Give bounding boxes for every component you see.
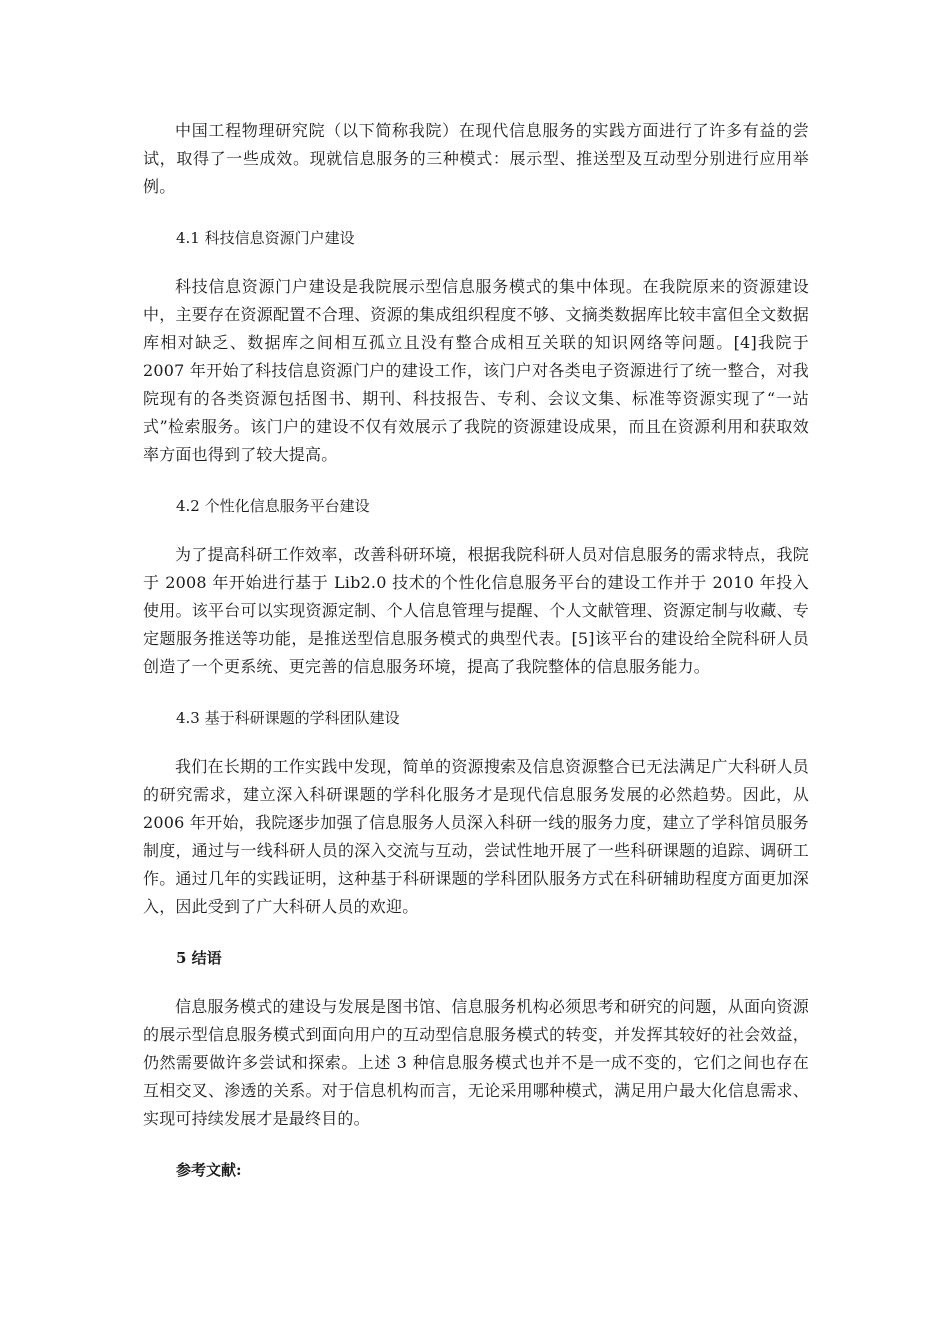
section-heading-4-1: 4.1 科技信息资源门户建设 [176, 229, 355, 247]
references-heading: 参考文献: [176, 1161, 242, 1179]
conclusion-heading: 5 结语 [176, 949, 222, 967]
intro-paragraph: 中国工程物理研究院（以下简称我院）在现代信息服务的实践方面进行了许多有益的尝试，取得了一些成效。现就信息服务的三种模式：展示型、推送型及互动型分别进行应用举例。 [143, 121, 809, 196]
section-body-4-3: 我们在长期的工作实践中发现，简单的资源搜索及信息资源整合已无法满足广大科研人员的研究需求，建立深入科研课题的学科化服务才是现代信息服务发展的必然趋势。因此，从 2006 年开始，我院逐步加强了信息服务人员深入科研一线的服务力度，建立了学科馆员服务制度，通过与一线科研人员的深入交流与互动，尝试性地开展了一些科研课题的追踪、调研工作。通过几年的实践证明，这种基于科研课题的学科团队服务方式在科研辅助程度方面更加深入，因此受到了广大科研人员的欢迎。 [143, 757, 809, 916]
section-body-4-2: 为了提高科研工作效率，改善科研环境，根据我院科研人员对信息服务的需求特点，我院于 2008 年开始进行基于 Lib2.0 技术的个性化信息服务平台的建设工作并于 2010 年投入使用。该平台可以实现资源定制、个人信息管理与提醒、个人文献管理、资源定制与收藏、专定题服务推送等功能，是推送型信息服务模式的典型代表。[5]该平台的建设给全院科研人员创造了一个更系统、更完善的信息服务环境，提高了我院整体的信息服务能力。 [143, 545, 809, 676]
conclusion-body: 信息服务模式的建设与发展是图书馆、信息服务机构必须思考和研究的问题，从面向资源的展示型信息服务模式到面向用户的互动型信息服务模式的转变，并发挥其较好的社会效益，仍然需要做许多尝试和探索。上述 3 种信息服务模式也并不是一成不变的，它们之间也存在互相交叉、渗透的关系。对于信息机构而言，无论采用哪种模式，满足用户最大化信息需求、实现可持续发展才是最终目的。 [143, 997, 809, 1128]
section-heading-4-3: 4.3 基于科研课题的学科团队建设 [176, 709, 400, 727]
section-heading-4-2: 4.2 个性化信息服务平台建设 [176, 497, 370, 515]
document-body [143, 117, 809, 1184]
section-body-4-1: 科技信息资源门户建设是我院展示型信息服务模式的集中体现。在我院原来的资源建设中，主要存在资源配置不合理、资源的集成组织程度不够、文摘类数据库比较丰富但全文数据库相对缺乏、数据库之间相互孤立且没有整合成相互关联的知识网络等问题。[4]我院于 2007 年开始了科技信息资源门户的建设工作，该门户对各类电子资源进行了统一整合，对我院现有的各类资源包括图书、期刊、科技报告、专利、会议文集、标准等资源实现了“一站式”检索服务。该门户的建设不仅有效展示了我院的资源建设成果，而且在资源利用和获取效率方面也得到了较大提高。 [143, 277, 809, 464]
